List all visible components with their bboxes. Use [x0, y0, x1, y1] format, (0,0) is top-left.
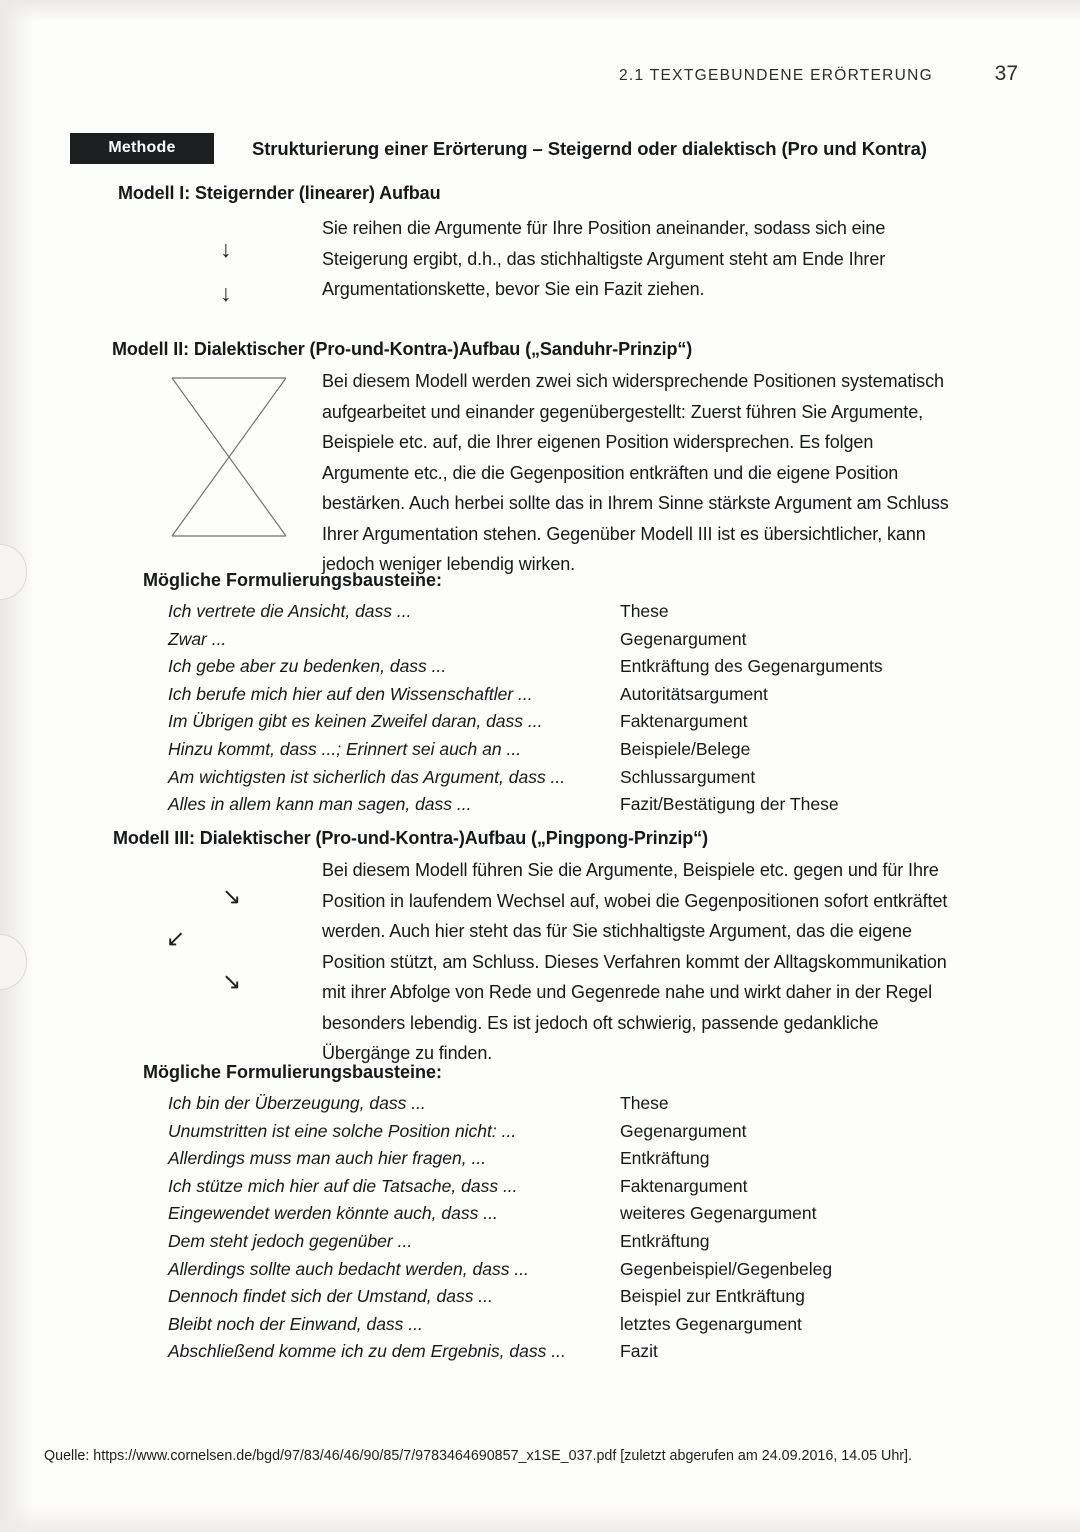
- bausteine-1-list: [168, 598, 883, 819]
- baustein-function: Entkräftung: [620, 1230, 710, 1251]
- baustein-phrase: Dem steht jedoch gegenüber ...: [168, 1230, 413, 1251]
- baustein-function: Autoritätsargument: [620, 683, 768, 704]
- list-item: [168, 1311, 832, 1339]
- arrow-down-icon: ↓: [220, 236, 232, 262]
- list-item: [168, 1200, 832, 1228]
- list-item: [168, 598, 883, 626]
- baustein-function: Faktenargument: [620, 711, 748, 732]
- baustein-function: Entkräftung: [620, 1148, 710, 1169]
- list-item: [168, 1228, 832, 1256]
- baustein-phrase: Ich vertrete die Ansicht, dass ...: [168, 601, 412, 621]
- model-1-title: Modell I: Steigernder (linearer) Aufbau: [118, 183, 441, 203]
- source-line: Quelle: https://www.cornelsen.de/bgd/97/83/46/46/90/85/7/9783464690857_x1SE_037.pdf [zuletzt abgerufen am 24.09.2016, 14.05 Uhr].: [44, 1448, 912, 1464]
- bausteine-2-list: [168, 1090, 832, 1366]
- baustein-function: weiteres Gegenargument: [620, 1203, 817, 1224]
- page-edge-shadow-top: [0, 0, 1080, 22]
- list-item: [168, 626, 883, 654]
- bausteine-2-title: Mögliche Formulierungsbausteine:: [143, 1062, 443, 1082]
- model-2-title: Modell II: Dialektischer (Pro-und-Kontra-)Aufbau („Sanduhr-Prinzip“): [112, 339, 693, 359]
- down-arrows-diagram: [206, 232, 266, 322]
- list-item: [168, 736, 883, 764]
- method-header: [70, 133, 1020, 164]
- arrow-up-left-icon: ↙: [166, 925, 186, 951]
- baustein-function: Gegenbeispiel/Gegenbeleg: [620, 1258, 833, 1279]
- baustein-phrase: Abschließend komme ich zu dem Ergebnis, dass ...: [168, 1341, 566, 1362]
- baustein-phrase: Allerdings muss man auch hier fragen, ...: [168, 1148, 487, 1169]
- baustein-function: Faktenargument: [620, 1175, 748, 1196]
- baustein-function: Schlussargument: [620, 766, 756, 787]
- baustein-phrase: Hinzu kommt, dass ...; Erinnert sei auch an ...: [168, 738, 522, 759]
- page-edge-shadow-bottom: [0, 1506, 1080, 1532]
- baustein-function: Entkräftung des Gegenarguments: [620, 656, 883, 677]
- arrow-down-right-icon: ↘: [222, 883, 242, 909]
- list-item: [168, 1118, 832, 1146]
- method-title: Strukturierung einer Erörterung – Steigernd oder dialektisch (Pro und Kontra): [252, 137, 927, 159]
- baustein-function: Gegenargument: [620, 628, 747, 649]
- zigzag-arrows-diagram: [160, 880, 290, 1010]
- list-item: [168, 791, 883, 819]
- baustein-function: letztes Gegenargument: [620, 1313, 802, 1334]
- baustein-phrase: Zwar ...: [168, 628, 227, 649]
- baustein-function: Beispiele/Belege: [620, 738, 751, 759]
- baustein-phrase: Ich berufe mich hier auf den Wissenschaftler ...: [168, 683, 533, 704]
- running-head-title: 2.1 TEXTGEBUNDENE ERÖRTERUNG: [619, 67, 934, 84]
- page-number: 37: [994, 62, 1018, 85]
- list-item: [168, 1090, 832, 1118]
- baustein-phrase: Am wichtigsten ist sicherlich das Argument, dass ...: [168, 766, 566, 787]
- bausteine-1-title: Mögliche Formulierungsbausteine:: [143, 570, 443, 590]
- list-item: [168, 1173, 832, 1201]
- list-item: [168, 1283, 832, 1311]
- baustein-function: Fazit/Bestätigung der These: [620, 794, 839, 815]
- arrow-down-icon: ↓: [220, 280, 232, 306]
- model-2-text: Bei diesem Modell werden zwei sich widersprechende Positionen systematisch aufgearbeitet und einander gegenübergestellt: Zuerst führen Sie Argumente, Beispiele etc. auf, die Ihrer eigenen Position widersprechen. Es folgen Argumente etc., die die Gegenposition entkräften und die eigene Position bestärken. Auch herbei sollte das in Ihrem Sinne stärkste Argument am Schluss Ihrer Argumentation stehen. Gegenüber Modell III ist es übersichtlicher, kann jedoch weniger lebendig wirken.: [322, 371, 949, 574]
- model-1-text: Sie reihen die Argumente für Ihre Position aneinander, sodass sich eine Steigerung ergibt, d.h., das stichhaltigste Argument steht am Ende Ihrer Argumentationskette, bevor Sie ein Fazit ziehen.: [322, 218, 886, 299]
- baustein-phrase: Alles in allem kann man sagen, dass ...: [168, 794, 472, 815]
- list-item: [168, 653, 883, 681]
- list-item: [168, 681, 883, 709]
- hourglass-diagram: [168, 374, 290, 540]
- baustein-phrase: Ich stütze mich hier auf die Tatsache, dass ...: [168, 1175, 518, 1196]
- list-item: [168, 708, 883, 736]
- model-3-text: Bei diesem Modell führen Sie die Argumente, Beispiele etc. gegen und für Ihre Position in laufendem Wechsel auf, wobei die Gegenpositionen sofort entkräftet werden. Auch hier steht das für Sie stichhaltigste Argument, das die eigene Position stützt, am Schluss. Dieses Verfahren kommt der Alltagskommunikation mit ihrer Abfolge von Rede und Gegenrede nahe und wirkt daher in der Regel besonders lebendig. Es ist jedoch oft schwierig, passende gedankliche Übergänge zu finden.: [322, 860, 948, 1063]
- binder-hole-top: [0, 544, 27, 600]
- baustein-function: These: [620, 1093, 669, 1113]
- arrow-down-right-icon: ↘: [222, 968, 242, 994]
- baustein-phrase: Bleibt noch der Einwand, dass ...: [168, 1313, 423, 1334]
- running-head: [0, 62, 1080, 86]
- method-tag: Methode: [70, 133, 214, 164]
- list-item: [168, 1338, 832, 1366]
- baustein-phrase: Ich bin der Überzeugung, dass ...: [168, 1093, 426, 1113]
- list-item: [168, 1256, 832, 1284]
- baustein-phrase: Allerdings sollte auch bedacht werden, dass ...: [168, 1258, 529, 1279]
- baustein-function: Gegenargument: [620, 1120, 747, 1141]
- baustein-phrase: Dennoch findet sich der Umstand, dass ...: [168, 1286, 493, 1307]
- baustein-function: These: [620, 601, 669, 621]
- baustein-phrase: Eingewendet werden könnte auch, dass ...: [168, 1203, 498, 1224]
- list-item: [168, 764, 883, 792]
- baustein-phrase: Unumstritten ist eine solche Position nicht: ...: [168, 1120, 517, 1141]
- baustein-phrase: Ich gebe aber zu bedenken, dass ...: [168, 656, 447, 677]
- binder-hole-bottom: [0, 934, 27, 990]
- baustein-phrase: Im Übrigen gibt es keinen Zweifel daran, dass ...: [168, 711, 543, 732]
- baustein-function: Fazit: [620, 1341, 658, 1362]
- page-edge-shadow-left: [0, 0, 34, 1532]
- model-3-title: Modell III: Dialektischer (Pro-und-Kontra-)Aufbau („Pingpong-Prinzip“): [113, 828, 708, 848]
- list-item: [168, 1145, 832, 1173]
- baustein-function: Beispiel zur Entkräftung: [620, 1286, 805, 1307]
